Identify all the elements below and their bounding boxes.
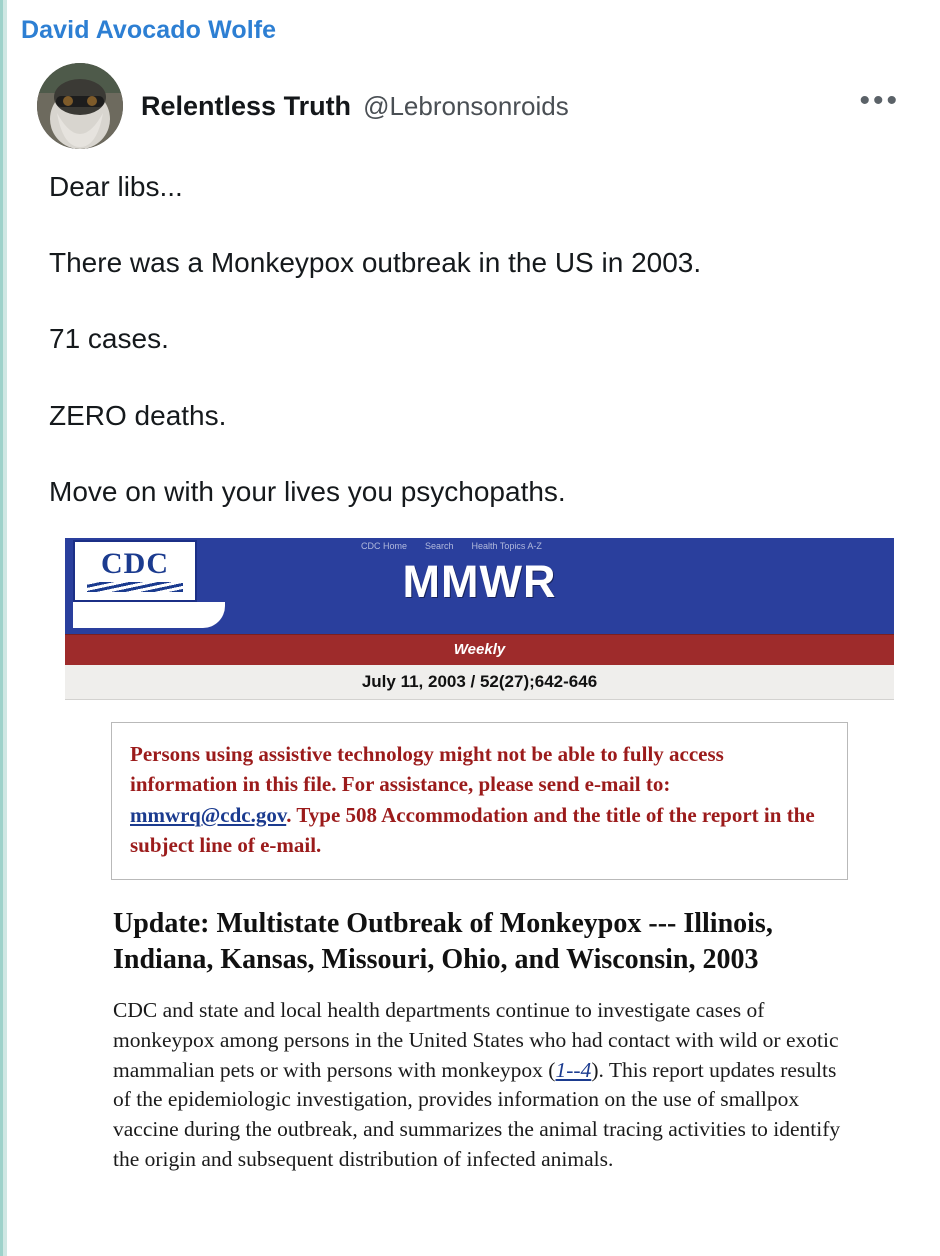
tweet-card: [7, 45, 940, 1174]
tweet-line-5: Move on with your lives you psychopaths.: [49, 475, 566, 507]
accessibility-notice: [111, 722, 848, 880]
article-citation-link[interactable]: 1--4: [555, 1057, 592, 1082]
tweet-text: [37, 149, 910, 508]
cdc-nav-search[interactable]: Search: [425, 540, 454, 551]
notice-text-before: Persons using assistive technology might not be able to fully access information in this file. For assistance, please send e-mail to:: [130, 741, 724, 797]
author-display-name[interactable]: Relentless Truth: [141, 90, 352, 121]
tweet-line-2: There was a Monkeypox outbreak in the US in 2003.: [49, 247, 702, 279]
embedded-cdc-screenshot[interactable]: [65, 538, 894, 1174]
notice-text-after: . Type 508 Accommodation and the title of the report in the subject line of e-mail.: [130, 802, 815, 858]
left-edge-strip-accent: [0, 0, 3, 1256]
mmwr-issue-line: July 11, 2003 / 52(27);642-646: [65, 665, 894, 700]
mmwr-document-body: [65, 700, 894, 1174]
cdc-logo-text: CDC: [101, 547, 169, 581]
avatar[interactable]: [37, 63, 123, 149]
page-account-name[interactable]: David Avocado Wolfe: [21, 16, 277, 44]
cdc-top-nav[interactable]: [355, 538, 894, 554]
tweet-line-3: 71 cases.: [49, 323, 169, 355]
tweet-line-4: ZERO deaths.: [49, 399, 227, 431]
cdc-nav-home[interactable]: CDC Home: [361, 540, 408, 551]
tweet-header: [37, 63, 910, 149]
article-paragraph: [111, 996, 848, 1174]
author-handle[interactable]: @Lebronsonroids: [363, 90, 569, 121]
mmwr-title: MMWR: [402, 555, 557, 607]
mmwr-weekly-label: Weekly: [65, 634, 894, 665]
notice-email-link[interactable]: mmwrq@cdc.gov: [130, 802, 287, 827]
cdc-nav-health-topics[interactable]: Health Topics A-Z: [471, 540, 542, 551]
tweet-author: [141, 91, 841, 122]
page-content: [7, 0, 940, 1256]
article-title: Update: Multistate Outbreak of Monkeypox --- Illinois, Indiana, Kansas, Missouri, Ohio, and Wisconsin, 2003: [113, 907, 773, 976]
mmwr-masthead: [65, 538, 894, 634]
article-paragraph-part1: CDC and state and local health departments continue to investigate cases of monkeypox among persons in the United States who had contact with wild or exotic mammalian pets or with persons with monkeypox (: [113, 998, 839, 1082]
tweet-line-1: Dear libs...: [49, 171, 183, 202]
more-options-icon[interactable]: •••: [859, 84, 900, 117]
article-paragraph-part2: ). This report updates results of the epidemiologic investigation, provides information on the use of smallpox vaccine during the outbreak, and summarizes the animal tracing activities to identify the origin and subsequent distribution of infected animals.: [113, 1057, 841, 1171]
left-edge-strip: [0, 0, 7, 1256]
